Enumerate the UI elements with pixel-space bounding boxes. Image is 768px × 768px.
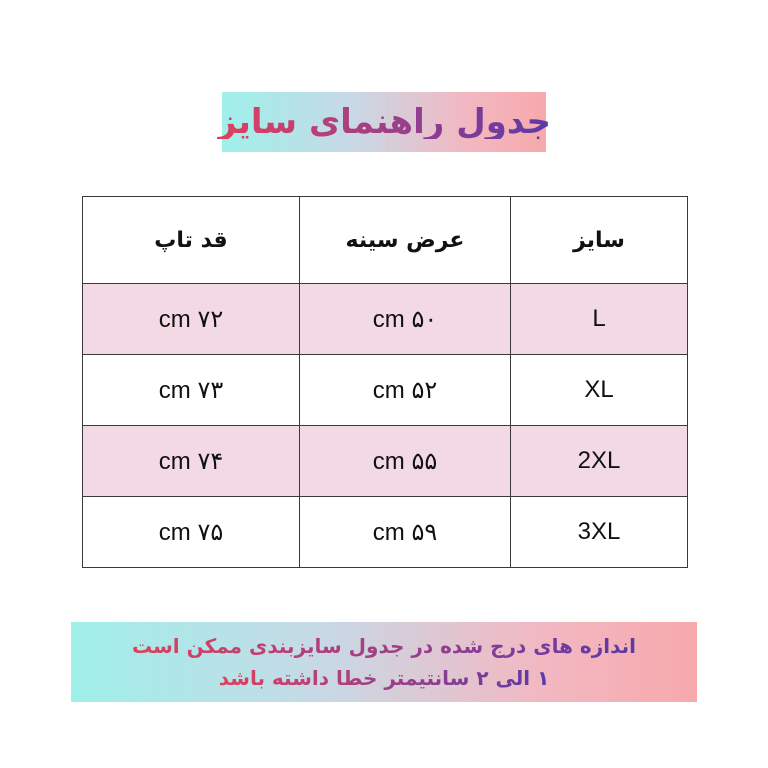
table-row bbox=[83, 426, 688, 497]
table-row bbox=[83, 284, 688, 355]
cell-size: 2XL bbox=[511, 426, 688, 497]
cell-chest-width: ۵۲ cm bbox=[300, 355, 511, 426]
header-top-length: قد تاپ bbox=[83, 197, 300, 284]
size-guide-table bbox=[82, 196, 688, 568]
cell-size: L bbox=[511, 284, 688, 355]
cell-top-length: ۷۵ cm bbox=[83, 497, 300, 568]
cell-top-length: ۷۳ cm bbox=[83, 355, 300, 426]
disclaimer-line-2: ۱ الی ۲ سانتیمتر خطا داشته باشد bbox=[219, 662, 550, 694]
cell-size: XL bbox=[511, 355, 688, 426]
table-row bbox=[83, 497, 688, 568]
cell-size: 3XL bbox=[511, 497, 688, 568]
cell-top-length: ۷۴ cm bbox=[83, 426, 300, 497]
cell-chest-width: ۵۹ cm bbox=[300, 497, 511, 568]
header-chest-width: عرض سینه bbox=[300, 197, 511, 284]
cell-top-length: ۷۲ cm bbox=[83, 284, 300, 355]
table-row bbox=[83, 355, 688, 426]
cell-chest-width: ۵۰ cm bbox=[300, 284, 511, 355]
title-banner bbox=[217, 92, 551, 152]
table-header-row bbox=[83, 197, 688, 284]
cell-chest-width: ۵۵ cm bbox=[300, 426, 511, 497]
disclaimer-line-1: اندازه های درج شده در جدول سایزبندی ممکن است bbox=[132, 630, 636, 662]
page-title: جدول راهنمای سایز bbox=[217, 102, 551, 142]
header-size: سایز bbox=[511, 197, 688, 284]
disclaimer-banner bbox=[71, 622, 697, 702]
